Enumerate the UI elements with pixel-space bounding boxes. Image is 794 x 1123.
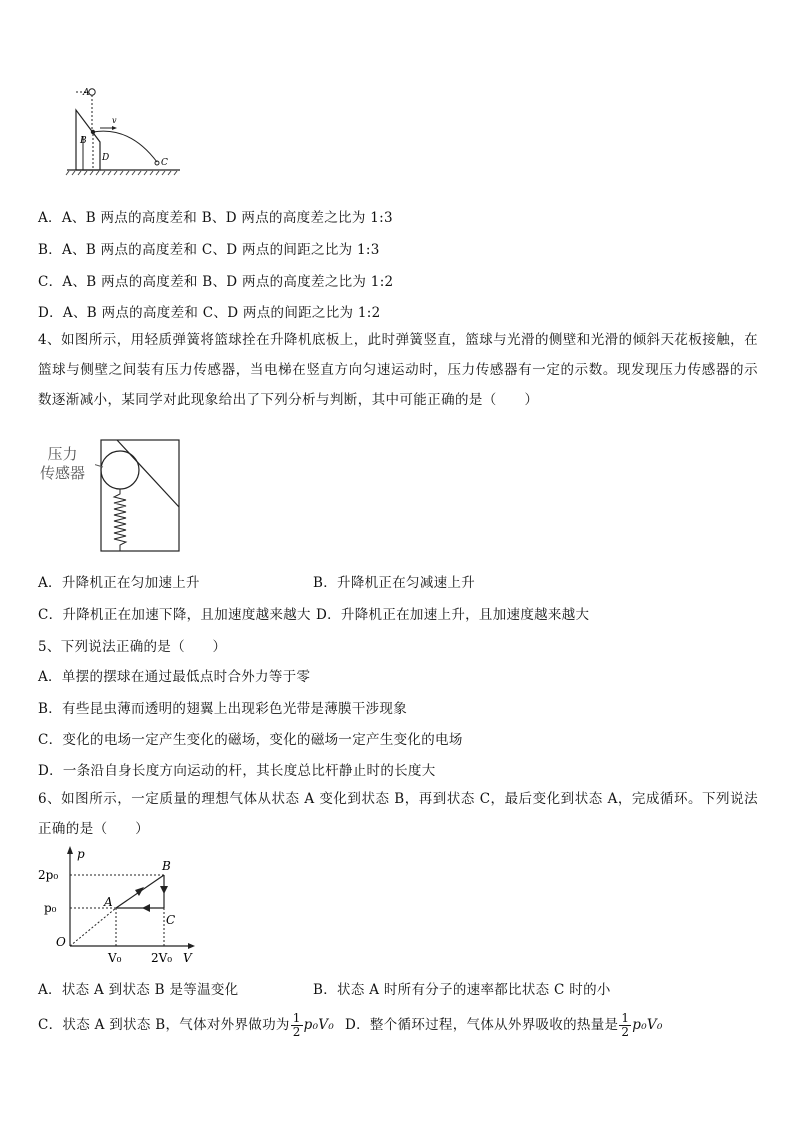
q3-option-a[interactable]: A．A、B 两点的高度差和 B、D 两点的高度差之比为 1:3	[38, 210, 393, 226]
label-a: A	[83, 88, 90, 98]
q4-stem: 4、如图所示，用轻质弹簧将篮球拴在升降机底板上，此时弹簧竖直，篮球与光滑的侧壁和光滑的倾斜天花板接触，在篮球与侧壁之间装有压力传感器，当电梯在竖直方向匀速运动时，压力传感器有一定的示数。现发现压力传感器的示数逐渐减小，某同学对此现象给出了下列分析与判断，其中可能正确的是（ ）	[38, 332, 758, 408]
q3-option-c[interactable]: C．A、B 两点的高度差和 B、D 两点的高度差之比为 1:2	[38, 274, 394, 290]
tick-p0: p₀	[44, 901, 57, 915]
pv-term: p₀V₀	[303, 1017, 335, 1033]
axis-v-label: V	[183, 951, 192, 965]
q6-option-d[interactable]	[345, 1012, 663, 1039]
q4-option-d[interactable]: D．升降机正在加速上升，且加速度越来越大	[316, 607, 590, 623]
label-v: v	[112, 116, 117, 125]
origin-label: O	[56, 935, 66, 949]
sensor-label-line1: 压力	[47, 445, 78, 463]
q5-stem: 5、下列说法正确的是（ ）	[38, 639, 227, 655]
q3-option-b[interactable]: B．A、B 两点的高度差和 C、D 两点的间距之比为 1:3	[38, 242, 380, 258]
label-c: C	[161, 158, 168, 168]
point-a-label: A	[104, 895, 113, 909]
q3-projectile-figure	[60, 84, 185, 184]
q5-option-b[interactable]: B．有些昆虫薄而透明的翅翼上出现彩色光带是薄膜干涉现象	[38, 701, 408, 717]
q4-option-b[interactable]: B．升降机正在匀减速上升	[313, 575, 476, 591]
q5-option-a[interactable]: A．单摆的摆球在通过最低点时合外力等于零	[38, 669, 311, 685]
q4-option-a[interactable]: A．升降机正在匀加速上升	[38, 575, 200, 591]
q6-option-c-text: C．状态 A 到状态 B，气体对外界做功为	[38, 1017, 290, 1033]
label-b: B	[80, 136, 87, 146]
q4-option-c[interactable]: C．升降机正在加速下降，且加速度越来越大	[38, 607, 311, 623]
q6-option-b[interactable]: B．状态 A 时所有分子的速率都比状态 C 时的小	[313, 982, 611, 998]
q6-option-d-text: D．整个循环过程，气体从外界吸收的热量是	[345, 1017, 619, 1033]
point-c-label: C	[166, 913, 176, 927]
q6-pv-diagram	[38, 842, 198, 970]
q6-option-a[interactable]: A．状态 A 到状态 B 是等温变化	[38, 982, 239, 998]
q5-option-c[interactable]: C．变化的电场一定产生变化的磁场，变化的磁场一定产生变化的电场	[38, 732, 463, 748]
axis-p-label: p	[77, 847, 85, 861]
fraction-half: $\frac{1}{2}$	[621, 1011, 630, 1039]
label-d: D	[102, 153, 110, 163]
q6-stem: 6、如图所示，一定质量的理想气体从状态 A 变化到状态 B，再到状态 C，最后变化到状态 A，完成循环。下列说法正确的是（ ）	[38, 791, 758, 837]
ground-hatch	[66, 171, 177, 175]
tick-2p0: 2p₀	[38, 868, 59, 882]
pv-term: p₀V₀	[632, 1017, 663, 1033]
q4-elevator-figure	[95, 437, 185, 555]
q4-sensor-label	[40, 445, 85, 483]
tick-2v0: 2V₀	[151, 951, 173, 965]
q6-option-c[interactable]	[38, 1012, 334, 1039]
point-b-label: B	[162, 859, 171, 873]
q3-option-d[interactable]: D．A、B 两点的高度差和 C、D 两点的间距之比为 1:2	[38, 305, 381, 321]
fraction-half: $\frac{1}{2}$	[292, 1011, 301, 1039]
sensor-label-line2: 传感器	[40, 464, 86, 482]
q5-option-d[interactable]: D．一条沿自身长度方向运动的杆，其长度总比杆静止时的长度大	[38, 763, 436, 779]
tick-v0: V₀	[108, 951, 122, 965]
